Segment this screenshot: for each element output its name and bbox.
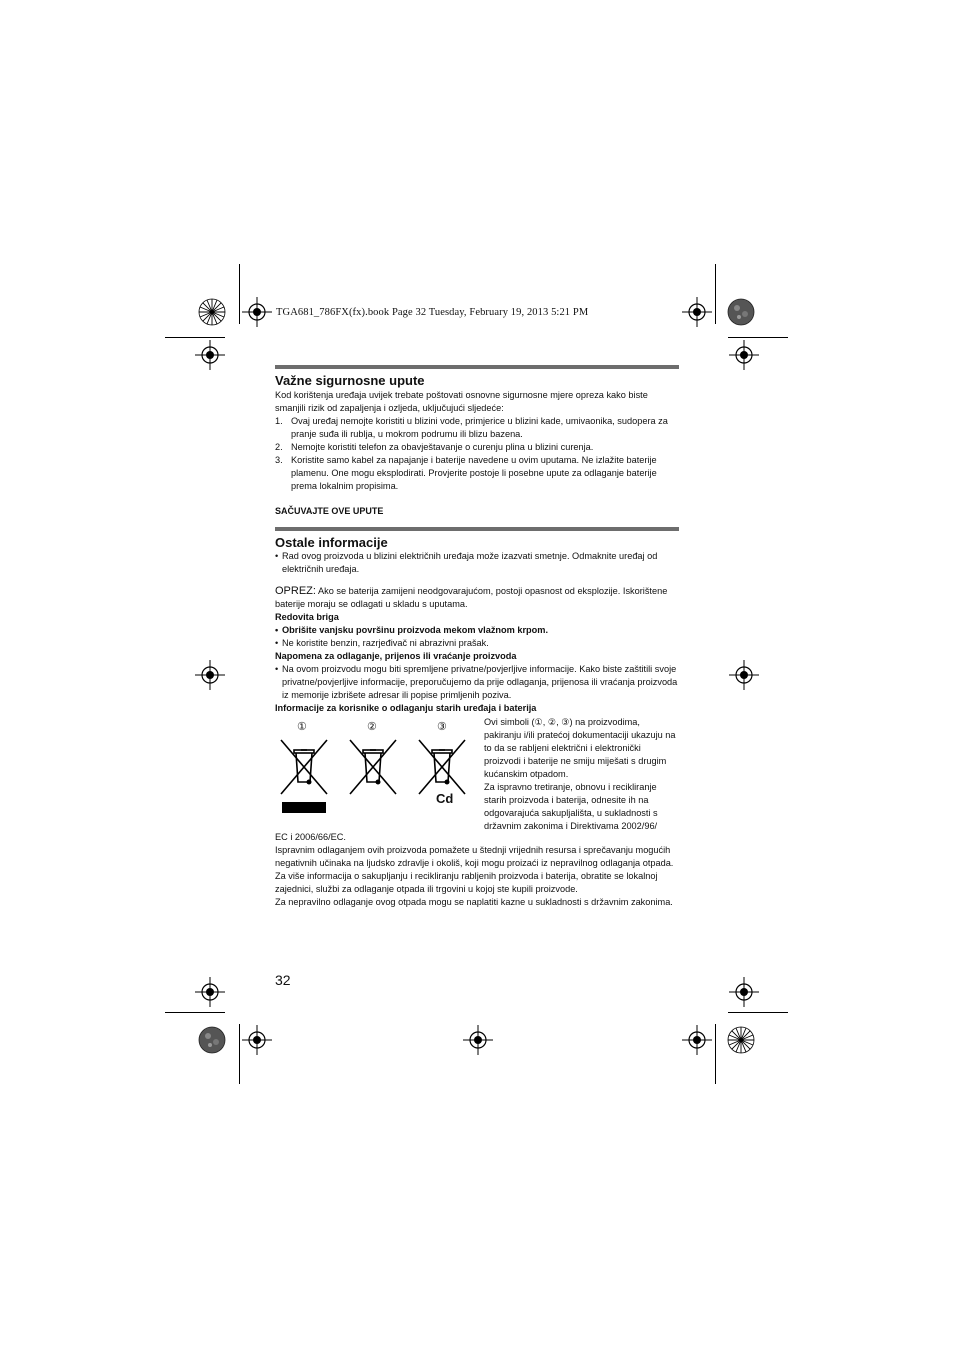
registration-mark-icon — [463, 1025, 493, 1055]
list-text: Ovaj uređaj nemojte koristiti u blizini vode, primjerice u blizini kade, umivaonika, sudopera za pranje suđa ili rublja, u mokrom podrumu ili blizu bazena. — [291, 416, 668, 439]
paragraph: Ispravnim odlaganjem ovih proizvoda pomažete u štednji vrijednih resursa i sprečavanju mogućih negativnih učinaka na ljudsko zdravlje i okoliš, koji mogu proizaći iz nepravilnog odlaganja otpada. — [275, 845, 674, 868]
directive-end: EC i 2006/66/EC. — [275, 832, 346, 842]
registration-mark-icon — [195, 340, 225, 370]
registration-mark-icon — [242, 1025, 272, 1055]
symbols-explanation — [484, 716, 679, 833]
safety-title: Važne sigurnosne upute — [275, 373, 425, 388]
registration-mark-icon — [729, 660, 759, 690]
caution-text: Ako se baterija zamijeni neodgovarajućom, postoji opasnost od eksplozije. Iskorištene baterije moraju se odlagati u skladu s uputama. — [275, 586, 668, 609]
caution-paragraph — [275, 585, 680, 611]
section-rule — [275, 527, 679, 531]
users-info-title: Informacije za korisnike o odlaganju starih uređaja i baterija — [275, 703, 537, 713]
list-number: 3. — [275, 455, 283, 465]
crossed-bin-icon — [417, 738, 467, 798]
starburst-target-icon — [198, 298, 226, 326]
gray-dot-target-icon — [727, 298, 755, 326]
registration-mark-icon — [682, 1025, 712, 1055]
list-item — [275, 415, 680, 441]
bullet-text: Ne koristite benzin, razrjeđivač ni abrazivni prašak. — [282, 638, 489, 648]
other-info-title: Ostale informacije — [275, 535, 388, 550]
safety-intro: Kod korištenja uređaja uvijek trebate poštovati osnovne sigurnosne mjere opreza kako biste smanjili rizik od zapaljenja i ozljeda, uključujući sljedeće: — [275, 390, 648, 413]
bullet-text: Rad ovog proizvoda u blizini električnih uređaja može izazvati smetnje. Odmaknite uređaj od električnih uređaja. — [282, 551, 658, 574]
disposal-paragraphs — [275, 831, 680, 909]
list-item: • Rad ovog proizvoda u blizini električnih uređaja može izazvati smetnje. Odmaknite uređaj od električnih uređaja. — [275, 551, 658, 574]
weee-symbols — [279, 720, 474, 820]
safety-block — [275, 389, 680, 493]
symbols-text-1: Ovi simboli (①, ②, ③) na proizvodima, pakiranju i/ili pratećoj dokumentaciji ukazuju na to da se rabljeni električni i elektronički proizvodi i baterije ne smiju miješati s drugim kućanskim otpadom. — [484, 717, 676, 779]
other-info-block — [275, 550, 680, 715]
registration-mark-icon — [682, 297, 712, 327]
symbols-text-2: Za ispravno tretiranje, obnovu i recikliranje starih proizvoda i baterija, odnesite ih na odgovarajuća sakupljališta, u sukladnosti s državnim zakonima i Direktivama 2002/96/ — [484, 782, 658, 831]
paragraph: Za više informacija o sakupljanju i recikliranju rabljenih proizvoda i baterija, obratite se lokalnoj zajednici, službi za odlaganje otpada ili trgovini u kojoj ste kupili proizvode. — [275, 871, 658, 894]
list-item: • Na ovom proizvodu mogu biti spremljene privatne/povjerljive informacije. Kako biste zaštitili svoje privatne/povjerljive informacije, preporučujemo da prije odlaganja, prijenosa ili vraćanja proizvoda iz memorije izbrišete adresar ili popise primljenih poziva. — [275, 664, 678, 700]
bullet-text: Obrišite vanjsku površinu proizvoda mekom vlažnom krpom. — [282, 625, 548, 635]
cadmium-label: Cd — [436, 791, 454, 806]
list-item: • Ne koristite benzin, razrjeđivač ni abrazivni prašak. — [275, 638, 489, 648]
list-number: 2. — [275, 442, 283, 452]
registration-mark-icon — [242, 297, 272, 327]
disposal-title: Napomena za odlaganje, prijenos ili vraćanje proizvoda — [275, 651, 517, 661]
registration-mark-icon — [195, 977, 225, 1007]
care-title: Redovita briga — [275, 612, 339, 622]
paragraph: Za nepravilno odlaganje ovog otpada mogu se naplatiti kazne u sukladnosti s državnim zakonima. — [275, 897, 673, 907]
list-text: Nemojte koristiti telefon za obavještavanje o curenju plina u blizini curenja. — [291, 442, 594, 452]
crossed-bin-icon — [348, 738, 398, 798]
list-number: 1. — [275, 416, 283, 426]
starburst-target-icon — [727, 1026, 755, 1054]
registration-mark-icon — [195, 660, 225, 690]
symbol-number-2: ② — [367, 721, 377, 733]
section-rule — [275, 365, 679, 369]
caution-label: OPREZ: — [275, 585, 316, 597]
save-instructions-note: SAČUVAJTE OVE UPUTE — [275, 506, 384, 516]
gray-dot-target-icon — [198, 1026, 226, 1054]
list-item — [275, 454, 680, 493]
crossed-bin-icon — [279, 738, 329, 816]
list-item: • Obrišite vanjsku površinu proizvoda mekom vlažnom krpom. — [275, 625, 548, 635]
book-header-slug: TGA681_786FX(fx).book Page 32 Tuesday, February 19, 2013 5:21 PM — [276, 307, 589, 318]
list-item — [275, 441, 680, 454]
symbol-number-3: ③ — [437, 721, 447, 733]
registration-mark-icon — [729, 977, 759, 1007]
bullet-text: Na ovom proizvodu mogu biti spremljene privatne/povjerljive informacije. Kako biste zaštitili svoje privatne/povjerljive informacije, preporučujemo da prije odlaganja, prijenosa ili vraćanja proizvoda iz memorije izbrišete adresar ili popise primljenih poziva. — [282, 664, 678, 700]
page-number: 32 — [275, 972, 291, 988]
symbol-number-1: ① — [297, 721, 307, 733]
registration-mark-icon — [729, 340, 759, 370]
list-text: Koristite samo kabel za napajanje i baterije navedene u ovim uputama. Ne izlažite baterije plamenu. One mogu eksplodirati. Provjerite postoje li posebne upute za odlaganje baterije prema lokalnim propisima. — [291, 455, 657, 491]
